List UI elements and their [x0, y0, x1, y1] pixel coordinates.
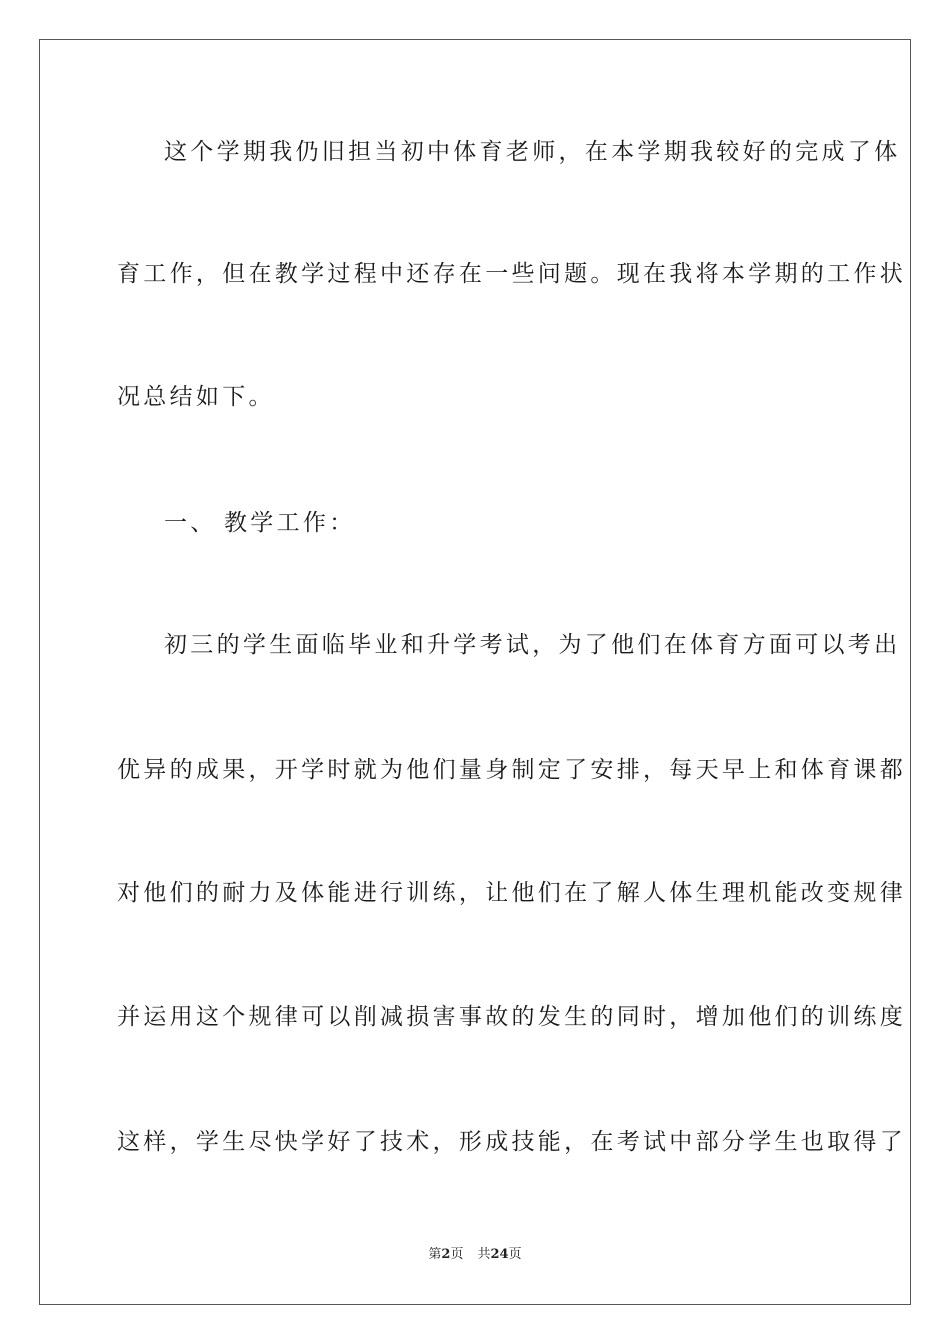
section-heading-text: 教学工作：	[224, 510, 356, 536]
page-prefix: 第	[428, 1247, 442, 1262]
page-frame	[39, 39, 911, 1305]
section-heading-number: 一、	[164, 510, 217, 536]
paragraph-line-8: 这样，学生尽快学好了技术，形成技能，在考试中部分学生也取得了	[117, 1129, 906, 1155]
total-suffix: 页	[508, 1247, 522, 1262]
section-heading	[164, 508, 832, 538]
page-current: 2	[441, 1247, 451, 1262]
paragraph-line-2: 育工作，但在教学过程中还存在一些问题。现在我将本学期的工作状	[117, 261, 906, 287]
paragraph-line-7: 并运用这个规律可以削减损害事故的发生的同时，增加他们的训练度	[117, 1004, 906, 1030]
paragraph-line-5: 优异的成果，开学时就为他们量身制定了安排，每天早上和体育课都	[117, 757, 906, 783]
paragraph-line-3: 况总结如下。	[117, 384, 275, 410]
paragraph-line-4: 初三的学生面临毕业和升学考试，为了他们在体育方面可以考出	[164, 632, 901, 658]
page-footer	[0, 1246, 950, 1264]
total-prefix: 共	[477, 1247, 491, 1262]
paragraph-line-6: 对他们的耐力及体能进行训练，让他们在了解人体生理机能改变规律	[117, 880, 906, 906]
page-suffix: 页	[450, 1247, 464, 1262]
paragraph-line-1: 这个学期我仍旧担当初中体育老师，在本学期我较好的完成了体	[164, 139, 901, 165]
page-total: 24	[490, 1247, 509, 1262]
